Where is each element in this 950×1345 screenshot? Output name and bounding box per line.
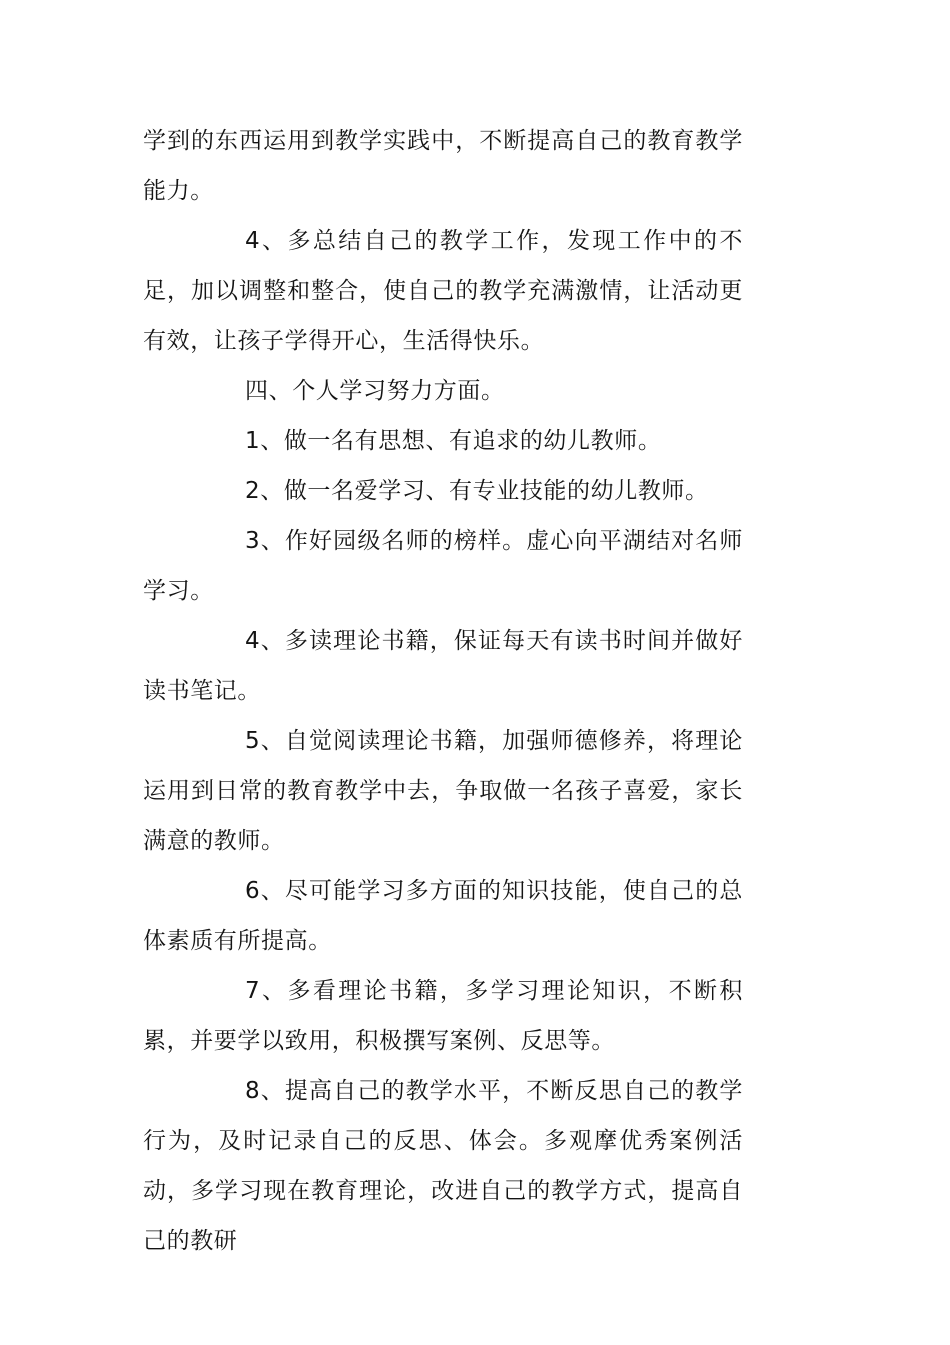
paragraph-item-6: 6、尽可能学习多方面的知识技能，使自己的总体素质有所提高。	[143, 878, 743, 954]
paragraph-item-1: 1、做一名有思想、有追求的幼儿教师。	[245, 428, 662, 454]
paragraph-item-3: 3、作好园级名师的榜样。虚心向平湖结对名师学习。	[143, 528, 743, 604]
document-body	[143, 116, 743, 1266]
paragraph-continuation: 学到的东西运用到教学实践中，不断提高自己的教育教学能力。	[143, 128, 743, 204]
paragraph-item-5: 5、自觉阅读理论书籍，加强师德修养，将理论运用到日常的教育教学中去，争取做一名孩子喜爱，家长满意的教师。	[143, 728, 743, 854]
paragraph-item-4-reading: 4、多读理论书籍，保证每天有读书时间并做好读书笔记。	[143, 628, 743, 704]
paragraph-item-4-summary: 4、多总结自己的教学工作，发现工作中的不足，加以调整和整合，使自己的教学充满激情，让活动更有效，让孩子学得开心，生活得快乐。	[143, 228, 743, 354]
paragraph-item-2: 2、做一名爱学习、有专业技能的幼儿教师。	[245, 478, 709, 504]
paragraph-item-7: 7、多看理论书籍，多学习理论知识，不断积累，并要学以致用，积极撰写案例、反思等。	[143, 978, 743, 1054]
paragraph-item-8: 8、提高自己的教学水平，不断反思自己的教学行为，及时记录自己的反思、体会。多观摩优秀案例活动，多学习现在教育理论，改进自己的教学方式，提高自己的教研	[143, 1078, 743, 1254]
section-heading-personal-study: 四、个人学习努力方面。	[245, 378, 505, 404]
